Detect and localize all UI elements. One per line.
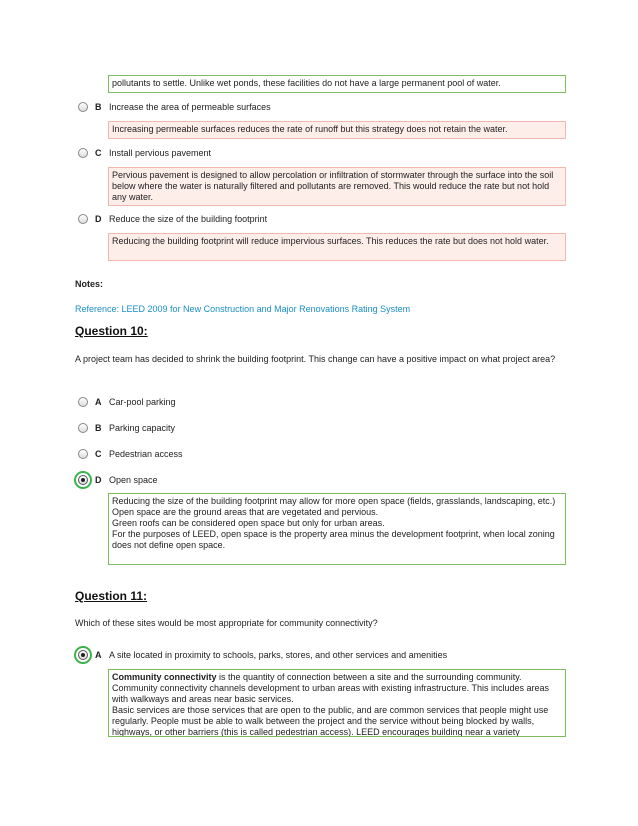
q9-option-d-feedback xyxy=(108,233,566,261)
option-letter: B xyxy=(95,423,102,433)
q10-prompt: A project team has decided to shrink the building footprint. This change can have a positive impact on what project area? xyxy=(75,354,556,364)
radio-button[interactable] xyxy=(78,214,88,224)
option-letter: D xyxy=(95,475,102,485)
notes-label: Notes: xyxy=(75,279,104,289)
q11-option-a[interactable] xyxy=(78,650,568,664)
feedback-line: For the purposes of LEED, open space is the property area minus the development footprint, when local zoning does not define open space. xyxy=(112,529,555,550)
q11-title: Question 11: xyxy=(75,589,148,603)
option-text: Increase the area of permeable surfaces xyxy=(109,102,271,112)
option-text: Open space xyxy=(109,475,158,485)
feedback-text: Pervious pavement is designed to allow percolation or infiltration of stormwater through the surface into the soil below where the water is naturally filtered and pollutants are removed. This would reduce the rate but not hold any water. xyxy=(112,170,554,202)
option-letter: C xyxy=(95,449,102,459)
q9-option-b[interactable] xyxy=(78,102,568,116)
q9-answer-feedback xyxy=(108,75,566,93)
option-text: A site located in proximity to schools, parks, stores, and other services and amenities xyxy=(109,650,448,660)
option-letter: B xyxy=(95,102,102,112)
feedback-paragraph: Basic services are those services that are open to the public, and are common services that people might use regularly. People must be able to walk between the project and the service without being blocked by walls, highways, or other barriers (this is called pedestrian access). LEED encourages building near a variety xyxy=(112,705,549,737)
feedback-text: is the quantity of connection between a site and the surrounding community. Community connectivity channels development to urban areas with existing infrastructure. This includes areas with walkways and areas near basic services. xyxy=(112,672,550,704)
option-text: Reduce the size of the building footprint xyxy=(109,214,268,224)
option-text: Install pervious pavement xyxy=(109,148,212,158)
feedback-text: pollutants to settle. Unlike wet ponds, these facilities do not have a large permanent pool of water. xyxy=(112,78,501,88)
q10-answer-feedback xyxy=(108,493,566,565)
option-letter: A xyxy=(95,397,102,407)
option-text: Car-pool parking xyxy=(109,397,176,407)
q11-prompt: Which of these sites would be most appropriate for community connectivity? xyxy=(75,618,378,628)
reference-link[interactable]: Reference: LEED 2009 for New Construction and Major Renovations Rating System xyxy=(75,304,411,314)
feedback-text: Increasing permeable surfaces reduces the rate of runoff but this strategy does not retain the water. xyxy=(112,124,508,134)
q11-answer-feedback xyxy=(108,669,566,737)
option-letter: D xyxy=(95,214,102,224)
radio-button-selected[interactable] xyxy=(78,650,88,660)
option-text: Parking capacity xyxy=(109,423,176,433)
feedback-paragraph xyxy=(112,672,562,705)
q10-option-b[interactable] xyxy=(78,423,568,437)
option-text: Pedestrian access xyxy=(109,449,183,459)
q10-title: Question 10: xyxy=(75,324,148,338)
q9-option-c-feedback xyxy=(108,167,566,206)
q10-option-d[interactable] xyxy=(78,475,568,489)
radio-button[interactable] xyxy=(78,102,88,112)
radio-button[interactable] xyxy=(78,449,88,459)
q9-option-c[interactable] xyxy=(78,148,568,162)
option-letter: C xyxy=(95,148,102,158)
feedback-line: Open space are the ground areas that are vegetated and pervious. xyxy=(112,507,379,517)
feedback-text: Reducing the building footprint will reduce impervious surfaces. This reduces the rate but does not hold water. xyxy=(112,236,549,246)
q10-option-a[interactable] xyxy=(78,397,568,411)
feedback-term: Community connectivity xyxy=(112,672,217,682)
q10-option-c[interactable] xyxy=(78,449,568,463)
feedback-line: Reducing the size of the building footprint may allow for more open space (fields, grasslands, landscaping, etc.) xyxy=(112,496,556,506)
radio-button-selected[interactable] xyxy=(78,475,88,485)
q9-option-b-feedback xyxy=(108,121,566,139)
radio-button[interactable] xyxy=(78,423,88,433)
feedback-line: Green roofs can be considered open space but only for urban areas. xyxy=(112,518,385,528)
option-letter: A xyxy=(95,650,102,660)
q9-option-d[interactable] xyxy=(78,214,568,228)
radio-button[interactable] xyxy=(78,397,88,407)
radio-button[interactable] xyxy=(78,148,88,158)
